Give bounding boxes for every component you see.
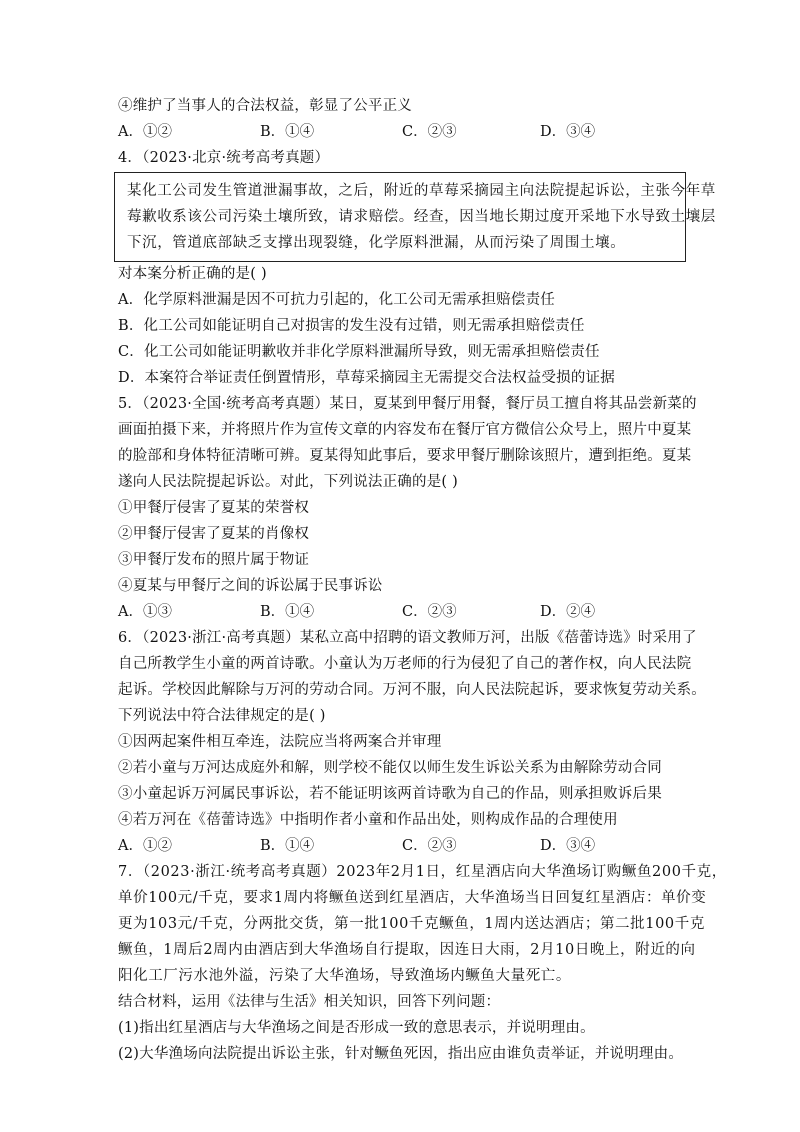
q7-subquestion-1: (1)指出红星酒店与大华渔场之间是否形成一致的意思表示，并说明理由。 [118, 1020, 595, 1036]
q4-choice-d: D．本案符合举证责任倒置情形，草莓采摘园主无需提交合法权益受损的证据 [118, 370, 615, 386]
q4-material-line: 下沉，管道底部缺乏支撑出现裂缝，化学原料泄漏，从而污染了周围土壤。 [127, 235, 626, 251]
q6-line: 下列说法中符合法律规定的是( ) [118, 708, 326, 724]
q6-item-3: ③小童起诉万河属民事诉讼，若不能证明该两首诗歌为自己的作品，则承担败诉后果 [118, 786, 662, 802]
q7-line: 单价100元/千克，要求1周内将鳜鱼送到红星酒店，大华渔场当日回复红星酒店：单价变 [118, 890, 707, 906]
q6-item-4: ④若万河在《蓓蕾诗选》中指明作者小童和作品出处，则构成作品的合理使用 [118, 812, 618, 828]
q4-material-box [114, 172, 716, 262]
q5-option-a: A．①③ [118, 604, 172, 620]
q6-option-d: D．③④ [540, 838, 596, 854]
q4-choice-a: A．化学原料泄漏是因不可抗力引起的，化工公司无需承担赔偿责任 [118, 292, 555, 308]
q6-options [118, 836, 698, 856]
q3-option-b: B．①④ [260, 124, 315, 140]
q7-line: 阳化工厂污水池外溢，污染了大华渔场，导致渔场内鳜鱼大量死亡。 [118, 968, 571, 984]
q6-option-c: C．②③ [402, 838, 457, 854]
q5-line: 5．（2023·全国·统考高考真题）某日，夏某到甲餐厅用餐，餐厅员工擅自将其品尝新菜的 [118, 396, 697, 412]
q6-line: 6．（2023·浙江·高考真题）某私立高中招聘的语文教师万河，出版《蓓蕾诗选》时采用了 [118, 630, 697, 646]
q7-line: 更为103元/千克，分两批交货，第一批100千克鳜鱼，1周内送达酒店；第二批100千克 [118, 916, 705, 932]
q7-stem: 结合材料，运用《法律与生活》相关知识，回答下列问题： [118, 994, 501, 1010]
q4-choice-b: B．化工公司如能证明自己对损害的发生没有过错，则无需承担赔偿责任 [118, 318, 585, 334]
q3-option-c: C．②③ [402, 124, 457, 140]
q4-material-line: 莓歉收系该公司污染土壤所致，请求赔偿。经查，因当地长期过度开采地下水导致土壤层 [127, 209, 716, 225]
q4-material-line: 某化工公司发生管道泄漏事故，之后，附近的草莓采摘园主向法院提起诉讼，主张今年草 [127, 183, 716, 199]
q5-item-1: ①甲餐厅侵害了夏某的荣誉权 [118, 500, 310, 516]
q3-item-4: ④维护了当事人的合法权益，彰显了公平正义 [118, 98, 412, 114]
q5-options [118, 602, 698, 622]
q5-option-c: C．②③ [402, 604, 457, 620]
q4-header: 4．（2023·北京·统考高考真题） [118, 150, 330, 166]
q3-option-a: A．①② [118, 124, 172, 140]
q7-line: 鳜鱼，1周后2周内由酒店到大华渔场自行提取，因连日大雨，2月10日晚上，附近的向 [118, 942, 696, 958]
q3-option-d: D．③④ [540, 124, 596, 140]
q7-line: 7．（2023·浙江·统考高考真题）2023年2月1日，红星酒店向大华渔场订购鳜鱼200千克， [118, 864, 727, 880]
q5-line: 遂向人民法院提起诉讼。对此，下列说法正确的是( ) [118, 474, 458, 490]
q5-line: 画面拍摄下来，并将照片作为宣传文章的内容发布在餐厅官方微信公众号上，照片中夏某 [118, 422, 692, 438]
q4-choice-c: C．化工公司如能证明歉收并非化学原料泄漏所导致，则无需承担赔偿责任 [118, 344, 600, 360]
q5-line: 的脸部和身体特征清晰可辨。夏某得知此事后，要求甲餐厅删除该照片，遭到拒绝。夏某 [118, 448, 692, 464]
q5-item-4: ④夏某与甲餐厅之间的诉讼属于民事诉讼 [118, 578, 383, 594]
q6-option-a: A．①② [118, 838, 172, 854]
q6-item-1: ①因两起案件相互牵连，法院应当将两案合并审理 [118, 734, 442, 750]
q5-option-b: B．①④ [260, 604, 315, 620]
q6-item-2: ②若小童与万河达成庭外和解，则学校不能仅以师生发生诉讼关系为由解除劳动合同 [118, 760, 662, 776]
q7-subquestion-2: (2)大华渔场向法院提出诉讼主张，针对鳜鱼死因，指出应由谁负责举证，并说明理由。 [118, 1046, 684, 1062]
q6-option-b: B．①④ [260, 838, 315, 854]
q3-options [118, 122, 698, 142]
q5-item-3: ③甲餐厅发布的照片属于物证 [118, 552, 310, 568]
q6-line: 起诉。学校因此解除与万河的劳动合同。万河不服，向人民法院起诉，要求恢复劳动关系。 [118, 682, 706, 698]
q4-stem: 对本案分析正确的是( ) [118, 266, 267, 282]
q5-item-2: ②甲餐厅侵害了夏某的肖像权 [118, 526, 310, 542]
q5-option-d: D．②④ [540, 604, 596, 620]
q6-line: 自己所教学生小童的两首诗歌。小童认为万老师的行为侵犯了自己的著作权，向人民法院 [118, 656, 692, 672]
